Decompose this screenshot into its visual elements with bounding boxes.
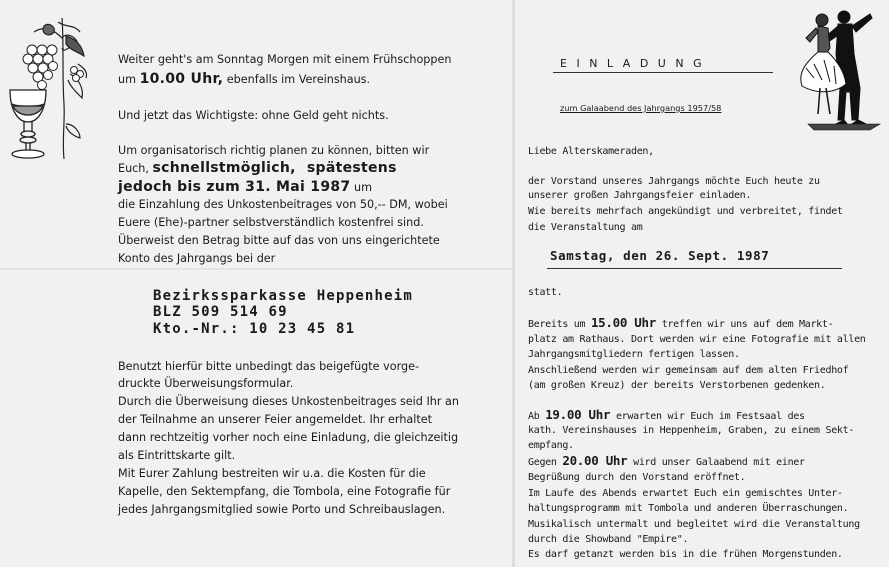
left-line-2: [118, 72, 370, 87]
invitation-subheading: zum Galaabend des Jahrgangs 1957/58: [560, 103, 722, 113]
left-p2-line-4: der Teilnahme an unserer Feier angemeldet. Ihr erhaltet: [118, 413, 433, 426]
festsaal-text: erwarten wir Euch im Festsaal des: [615, 411, 805, 422]
left-line-5: [118, 161, 397, 176]
right-p1-line-4: Anschließend werden wir gemeinsam auf dem alten Friedhof: [528, 365, 849, 376]
markt-text: treffen wir uns auf dem Markt-: [661, 319, 834, 330]
right-p2-line-8: Musikalisch untermalt und begleitet wird die Veranstaltung: [528, 519, 860, 530]
right-p2-line-7: haltungsprogramm mit Tombola und anderen Überraschungen.: [528, 503, 849, 514]
left-line-3: Und jetzt das Wichtigste: ohne Geld geht nichts.: [118, 109, 389, 122]
left-line-6: [118, 180, 372, 195]
left-p2-line-5: dann rechtzeitig vorher noch eine Einladung, die gleichzeitig: [118, 431, 459, 444]
right-p2-line-3: empfang.: [528, 440, 574, 451]
word-euch: Euch,: [118, 162, 149, 175]
invitation-heading: EINLADUNG: [560, 57, 712, 70]
date-underline: [547, 268, 842, 269]
page-fold: [512, 0, 515, 567]
right-p2-line-9: durch die Showband "Empire".: [528, 534, 689, 545]
left-p2-line-2: druckte Überweisungsformular.: [118, 377, 294, 390]
right-line-3: Wie bereits mehrfach angekündigt und verbreitet, findet: [528, 206, 843, 217]
right-p2-line-6: Im Laufe des Abends erwartet Euch ein gemischtes Unter-: [528, 488, 843, 499]
word-ab: Ab: [528, 411, 540, 422]
word-bereits: Bereits um: [528, 319, 586, 330]
right-line-4: die Veranstaltung am: [528, 222, 643, 233]
right-p2-line-1: [528, 408, 805, 424]
left-p2-line-6: als Eintrittskarte gilt.: [118, 449, 236, 462]
wine-grapes-icon: [4, 14, 92, 164]
left-line-4: Um organisatorisch richtig planen zu können, bitten wir: [118, 144, 430, 157]
right-p2-line-4: [528, 454, 805, 470]
right-p1-line-1: [528, 316, 833, 332]
left-line-1: Weiter geht's am Sonntag Morgen mit einem Frühschoppen: [118, 53, 452, 66]
time-19: 19.00 Uhr: [545, 407, 611, 422]
dancing-couple-icon: [800, 8, 884, 136]
left-p2-line-3: Durch die Überweisung dieses Unkostenbeitrages seid Ihr an: [118, 395, 459, 408]
right-p2-line-2: kath. Vereinshauses in Heppenheim, Graben, zu einem Sekt-: [528, 425, 855, 436]
right-p2-line-10: Es darf getanzt werden bis in die frühen Morgenstunden.: [528, 549, 843, 560]
emphasis-1: schnellstmöglich, spätestens: [152, 160, 397, 176]
left-line-8: Euere (Ehe)-partner selbstverständlich kostenfrei sind.: [118, 216, 424, 229]
right-p2-line-5: Begrüßung durch den Vorstand eröffnet.: [528, 472, 746, 483]
right-line-2: unserer großen Jahrgangsfeier einladen.: [528, 190, 752, 201]
left-p2-line-7: Mit Eurer Zahlung bestreiten wir u.a. die Kosten für die: [118, 467, 426, 480]
right-line-1: der Vorstand unseres Jahrgangs möchte Euch heute zu: [528, 176, 820, 187]
word-gegen: Gegen: [528, 457, 557, 468]
left-p2-line-9: jedes Jahrgangsmitglied sowie Porto und Schreibauslagen.: [118, 503, 446, 516]
left-p2-line-1: Benutzt hierfür bitte unbedingt das beigefügte vorge-: [118, 360, 420, 373]
left-line-7: die Einzahlung des Unkostenbeitrages von 50,-- DM, wobei: [118, 198, 448, 211]
word-um-2: um: [354, 181, 373, 194]
right-p1-line-3: Jahrgangsmitgliedern fertigen lassen.: [528, 349, 740, 360]
right-p1-line-2: platz am Rathaus. Dort werden wir eine Fotografie mit allen: [528, 334, 866, 345]
vereinshaus-text: ebenfalls im Vereinshaus.: [226, 73, 371, 86]
time-10: 10.00 Uhr,: [139, 71, 224, 87]
bank-blz: BLZ 509 514 69: [153, 304, 288, 320]
left-line-9: Überweist den Betrag bitte auf das von uns eingerichtete: [118, 234, 440, 247]
time-15: 15.00 Uhr: [590, 315, 656, 330]
left-p2-line-8: Kapelle, den Sektempfang, die Tombola, eine Fotografie für: [118, 485, 451, 498]
time-20: 20.00 Uhr: [562, 453, 628, 468]
bank-account: Kto.-Nr.: 10 23 45 81: [153, 321, 356, 337]
page-crease: [0, 268, 512, 270]
word-um: um: [118, 73, 136, 86]
right-statt: statt.: [528, 287, 563, 298]
emphasis-2: jedoch bis zum 31. Mai 1987: [118, 179, 351, 195]
heading-underline: [553, 72, 773, 73]
right-salutation: Liebe Alterskameraden,: [528, 146, 654, 157]
event-date: Samstag, den 26. Sept. 1987: [550, 248, 770, 263]
galaabend-text: wird unser Galaabend mit einer: [633, 457, 805, 468]
right-p1-line-5: (am großen Kreuz) der bereits Verstorbenen gedenken.: [528, 380, 826, 391]
left-line-10: Konto des Jahrgangs bei der: [118, 252, 276, 265]
bank-name: Bezirkssparkasse Heppenheim: [153, 288, 413, 304]
